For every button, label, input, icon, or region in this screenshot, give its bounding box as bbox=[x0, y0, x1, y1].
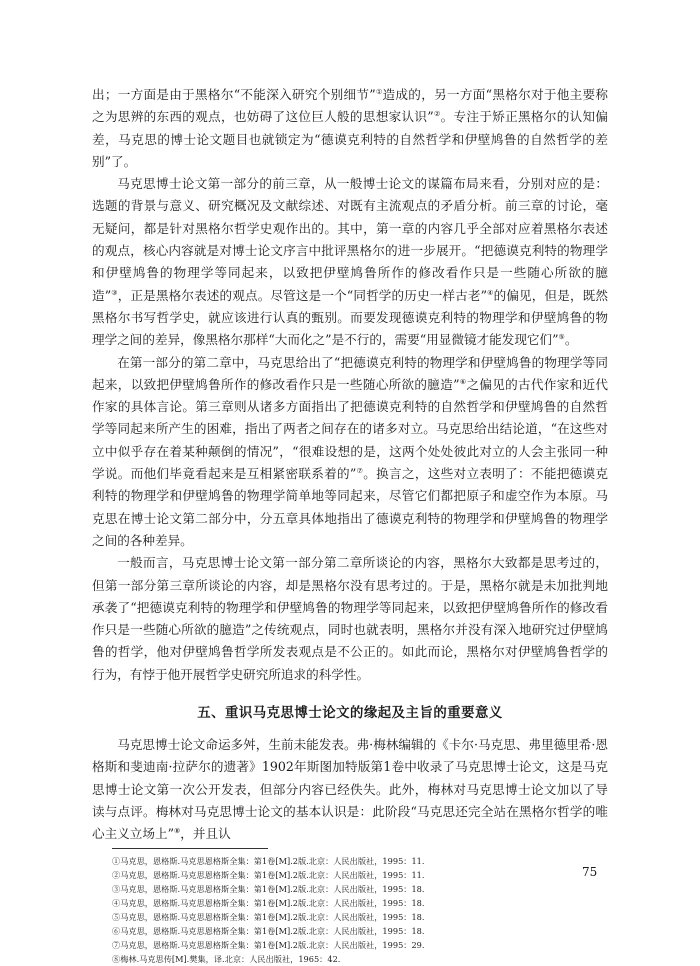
footnote: ⑦马克思，恩格斯.马克思恩格斯全集：第1卷[M].2版.北京：人民出版社，1995：29. bbox=[112, 939, 425, 950]
footnote-marker: ② bbox=[433, 110, 441, 119]
footnote: ②马克思，恩格斯.马克思恩格斯全集：第1卷[M].2版.北京：人民出版社，1995：11. bbox=[112, 869, 425, 880]
body-paragraph: 马克思博士论文第一部分的前三章，从一般博士论文的谋篇布局来看，分别对应的是：选题的背景与意义、研究概况及文献综述、对既有主流观点的矛盾分析。前三章的讨论，毫无疑问，都是针对黑格尔哲学史观作出的。其中，第一章的内容几乎全部对应着黑格尔表述的观点，核心内容就是对博士论文序言中批评黑格尔的进一步展开。“把德谟克利特的物理学和伊壁鸠鲁的物理学等同起来，以致把伊壁鸠鲁所作的修改看作只是一些随心所欲的臆造”③，正是黑格尔表述的观点。尽管这是一个“同哲学的历史一样古老”④的偏见，但是，既然黑格尔书写哲学史，就应该进行认真的甄别。而要发现德谟克利特的物理学和伊壁鸠鲁的物理学之间的差异，像黑格尔那样“大而化之”是不行的，需要“用显微镜才能发现它们”⑤。 bbox=[92, 176, 608, 348]
footnote: ①马克思，恩格斯.马克思恩格斯全集：第1卷[M].2版.北京：人民出版社，1995：11. bbox=[112, 855, 425, 866]
footnote-marker: ⑧ bbox=[174, 827, 181, 836]
footnote-marker: ③ bbox=[111, 288, 118, 297]
page-number: 75 bbox=[582, 865, 598, 879]
footnote-marker: ① bbox=[375, 88, 383, 96]
section-heading: 五、重识马克思博士论文的缘起及主旨的重要意义 bbox=[197, 706, 503, 722]
footnote-marker: ⑦ bbox=[356, 467, 364, 476]
footnote-list bbox=[92, 854, 608, 966]
paragraph-continuation: 出；一方面是由于黑格尔“不能深入研究个别细节”①造成的，另一方面“黑格尔对于他主要称之为思辨的东西的观点，也妨碍了这位巨人般的思想家认识”②。专注于矫正黑格尔的认知偏差，马克思的博士论文题目也就锁定为“德谟克利特的自然哲学和伊壁鸠鲁的自然哲学的差别”了。 bbox=[92, 87, 608, 169]
footnote-marker: ⑤ bbox=[558, 333, 565, 342]
footnote-marker: ④ bbox=[487, 288, 494, 297]
footnote: ⑧梅林.马克思传[M].樊集，译.北京：人民出版社，1965：42. bbox=[112, 953, 341, 964]
footnote: ⑤马克思，恩格斯.马克思恩格斯全集：第1卷[M].2版.北京：人民出版社，1995：18. bbox=[112, 911, 425, 922]
body-paragraph: 马克思博士论文命运多舛，生前未能发表。弗·梅林编辑的《卡尔·马克思、弗里德里希·恩格斯和斐迪南·拉萨尔的遗著》1902年斯图加特版第1卷中收录了马克思博士论文，这是马克思博士论文第一次公开发表，但部分内容已经佚失。此外，梅林对马克思博士论文加以了导读与点评。梅林对马克思博士论文的基本认识是：此阶段“马克思还完全站在黑格尔哲学的唯心主义立场上”⑧，并且认 bbox=[92, 737, 608, 842]
body-paragraph: 在第一部分的第二章中，马克思给出了“把德谟克利特的物理学和伊壁鸠鲁的物理学等同起来，以致把伊壁鸠鲁所作的修改看作只是一些随心所欲的臆造”⑥之偏见的古代作家和近代作家的具体言论。第三章则从诸多方面指出了把德谟克利特的自然哲学和伊壁鸠鲁的自然哲学等同起来所产生的困难，指出了两者之间存在的诸多对立。马克思给出结论道，“在这些对立中似乎存在着某种颠倒的情况”，“很难设想的是，这两个处处彼此对立的人会主张同一种学说。而他们毕竟看起来是互相紧密联系着的”⑦。换言之，这些对立表明了：不能把德谟克利特的物理学和伊壁鸠鲁的物理学简单地等同起来，尽管它们都把原子和虚空作为本原。马克思在博士论文第二部分中，分五章具体地指出了德谟克利特的物理学和伊壁鸠鲁的物理学之间的各种差异。 bbox=[92, 354, 608, 548]
footnote: ⑥马克思，恩格斯.马克思恩格斯全集：第1卷[M].2版.北京：人民出版社，1995：18. bbox=[112, 925, 425, 936]
footnote-divider bbox=[112, 848, 268, 849]
footnote-marker: ⑥ bbox=[459, 377, 467, 386]
footnote: ④马克思，恩格斯.马克思恩格斯全集：第1卷[M].2版.北京：人民出版社，1995：18. bbox=[112, 897, 425, 908]
footnote: ③马克思，恩格斯.马克思恩格斯全集：第1卷[M].2版.北京：人民出版社，1995：18. bbox=[112, 883, 425, 894]
body-paragraph: 一般而言，马克思博士论文第一部分第二章所谈论的内容，黑格尔大致都是思考过的，但第一部分第三章所谈论的内容，却是黑格尔没有思考过的。于是，黑格尔就是未加批判地承袭了“把德谟克利特的物理学和伊壁鸠鲁的物理学等同起来，以致把伊壁鸠鲁所作的修改看作只是一些随心所欲的臆造”之传统观点，同时也就表明，黑格尔并没有深入地研究过伊壁鸠鲁的哲学，他对伊壁鸠鲁哲学所发表观点是不公正的。如此而论，黑格尔对伊壁鸠鲁哲学的行为，有悖于他开展哲学史研究所追求的科学性。 bbox=[92, 555, 608, 682]
page-content bbox=[92, 84, 608, 966]
